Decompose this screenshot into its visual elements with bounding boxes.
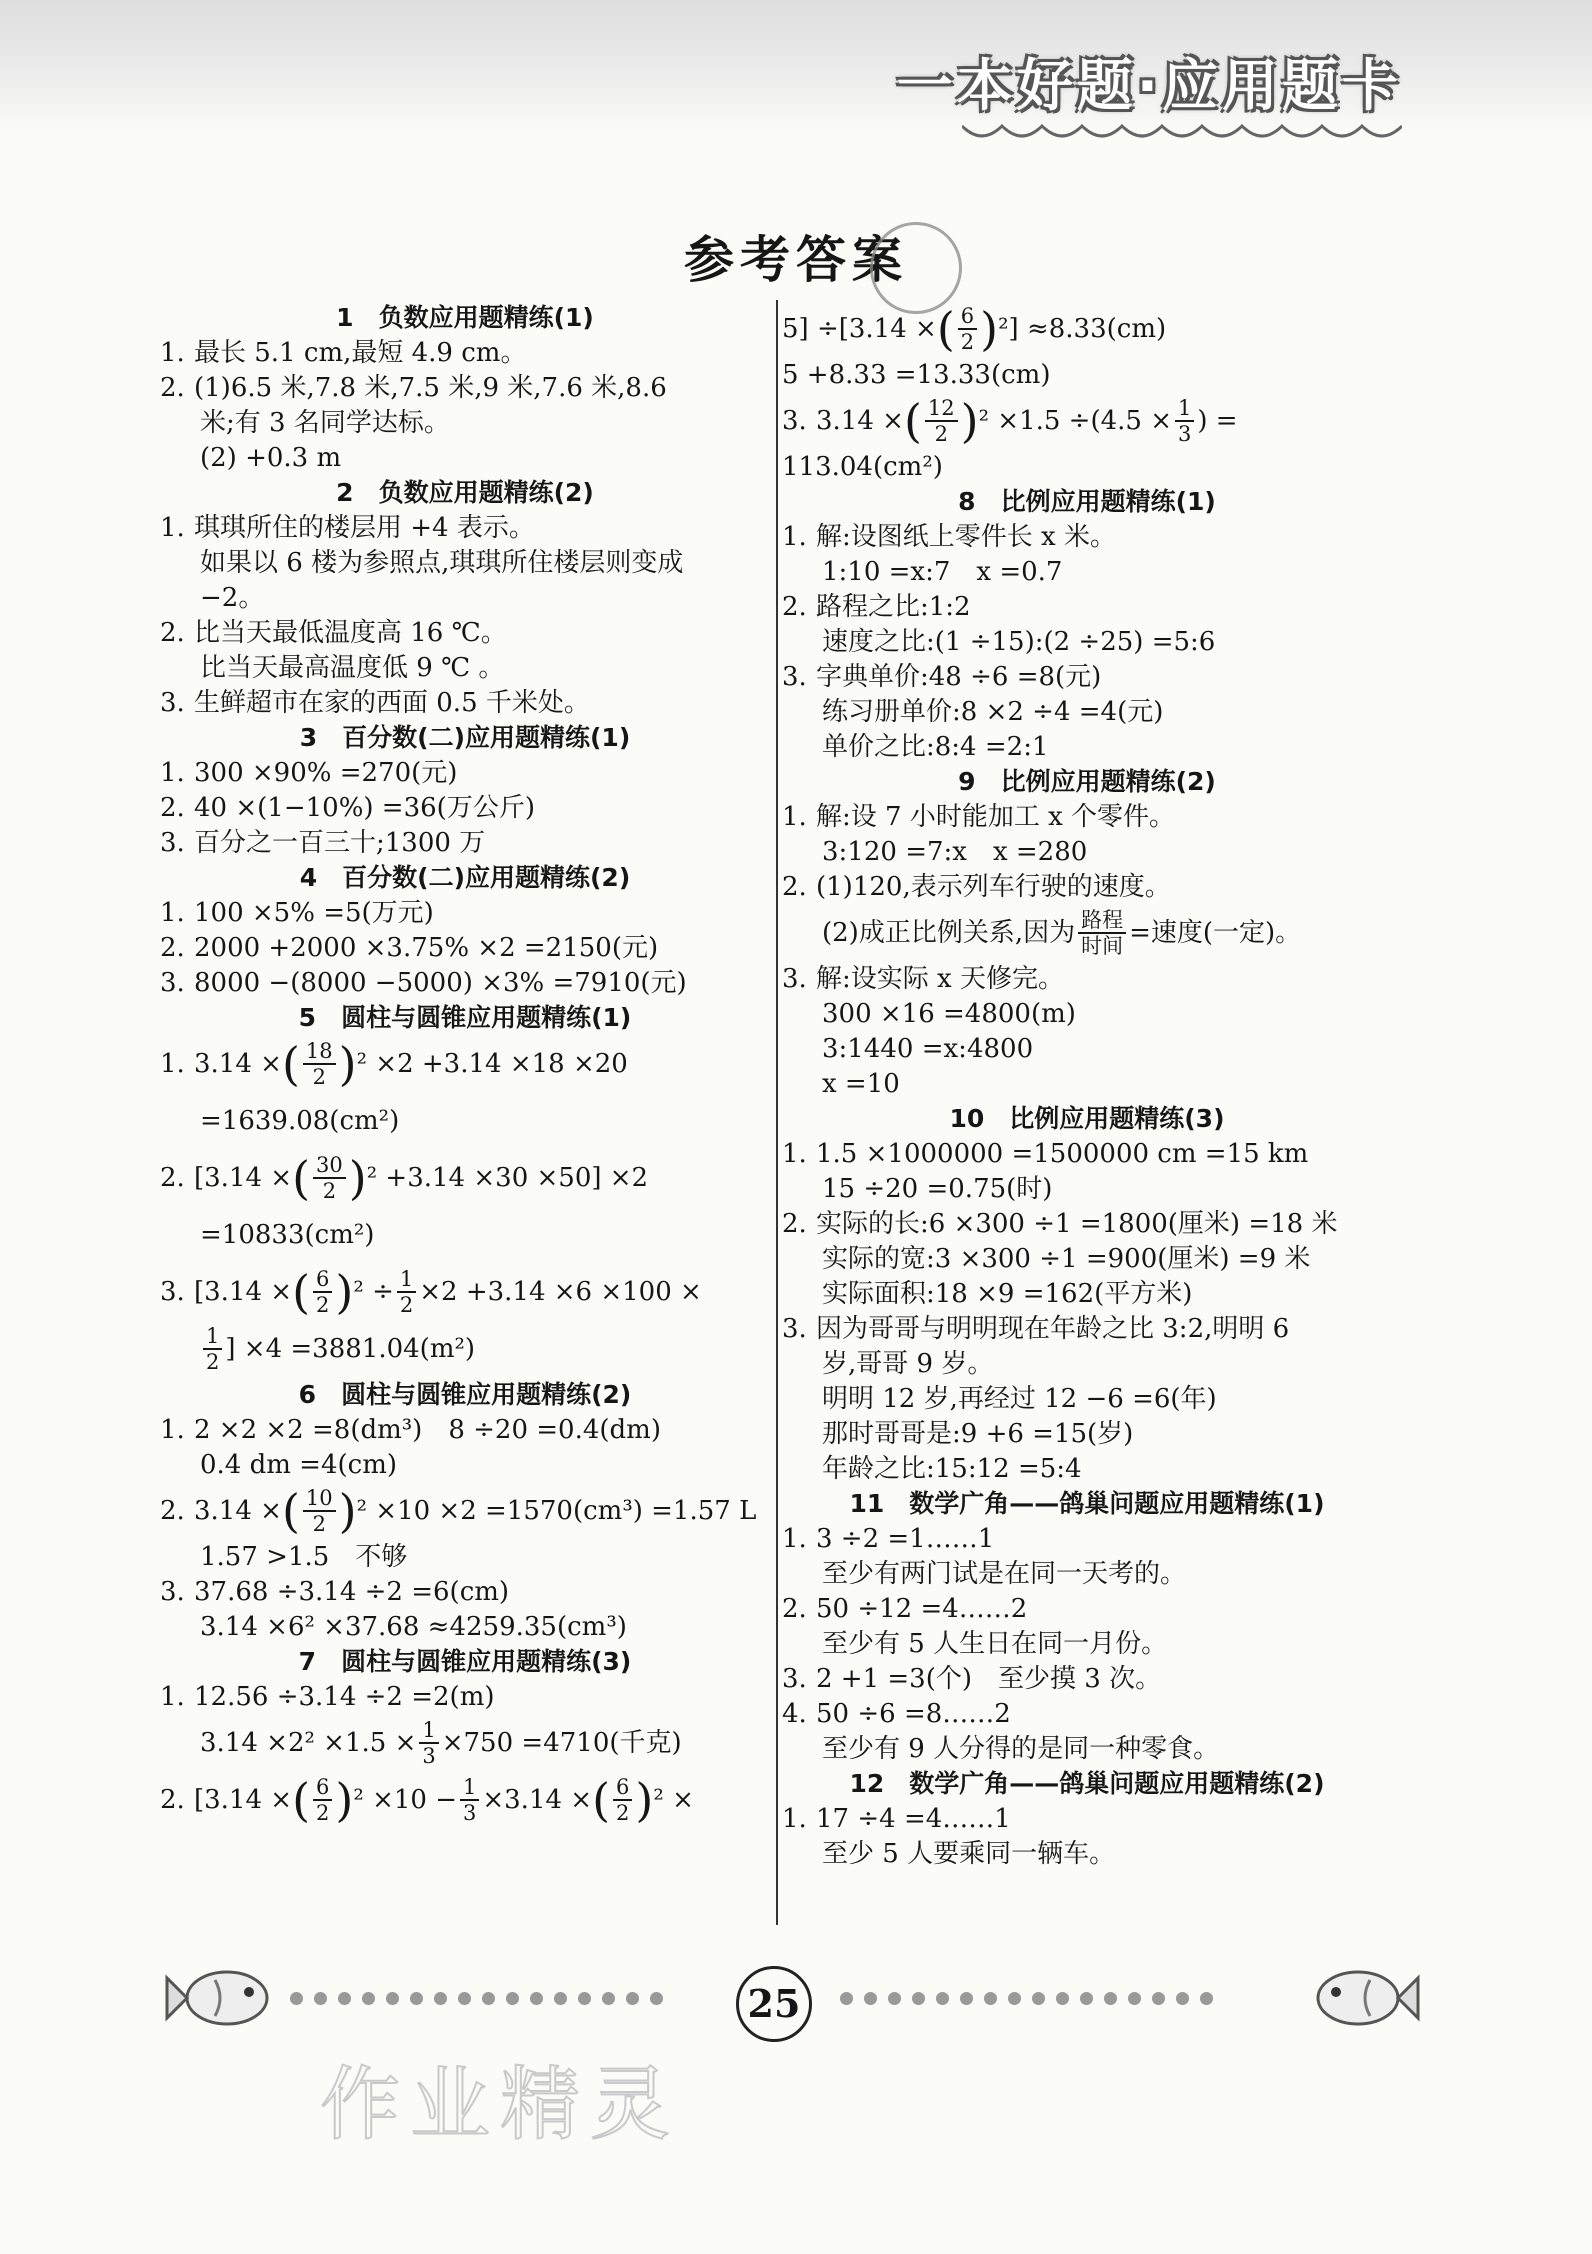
- numerator: 1: [460, 1775, 479, 1801]
- answer-text: ² ×1.5 ÷(4.5 ×: [978, 406, 1173, 436]
- denominator: 2: [316, 1801, 330, 1825]
- answer-line: [160, 1540, 770, 1574]
- answer-text: 3.14 ×: [194, 1496, 282, 1526]
- answer-text: ²] ≈8.33(cm): [998, 314, 1167, 344]
- answer-text: 3.14 ×: [194, 1049, 282, 1079]
- answer-text: ] ×4 =3881.04(m²): [225, 1334, 476, 1364]
- paren-left: (: [292, 1773, 311, 1827]
- answer-line: [782, 1592, 1392, 1626]
- answer-text: ² ×: [653, 1785, 694, 1815]
- numerator: 1: [203, 1324, 222, 1350]
- numerator: 1: [1175, 396, 1194, 422]
- answer-line: [782, 1207, 1392, 1241]
- footer-dots-left: [290, 1990, 674, 2004]
- answer-text: 米;有 3 名同学达标。: [200, 408, 450, 438]
- answer-text: (2)成正比例关系,因为: [822, 918, 1076, 948]
- parenthesized-fraction: [904, 396, 979, 446]
- answer-line: [160, 581, 770, 615]
- answer-text: 3.14 ×2² ×1.5 ×: [200, 1728, 417, 1758]
- paren-right: ): [335, 1265, 354, 1319]
- item-number: 2.: [160, 933, 185, 963]
- answer-line: [782, 1417, 1392, 1451]
- answer-line: [782, 1802, 1392, 1836]
- answer-line: [782, 1697, 1392, 1731]
- item-number: 1.: [160, 758, 185, 788]
- answer-text: 明明 12 岁,再经过 12 −6 =6(年): [822, 1384, 1217, 1414]
- denominator: 时间: [1081, 934, 1124, 958]
- paren-right: ): [980, 302, 999, 356]
- answer-text: 路程之比:1:2: [816, 592, 971, 622]
- denominator: 2: [312, 1065, 326, 1089]
- answer-text: 因为哥哥与明明现在年龄之比 3:2,明明 6: [816, 1314, 1290, 1344]
- answer-text: 12.56 ÷3.14 ÷2 =2(m): [194, 1682, 495, 1712]
- answer-text: 至少 5 人要乘同一辆车。: [822, 1839, 1116, 1869]
- paren-right: ): [338, 1037, 357, 1091]
- denominator: 3: [462, 1801, 477, 1825]
- answer-line: [160, 1610, 770, 1644]
- answer-line: [782, 1277, 1392, 1311]
- paren-right: ): [338, 1484, 357, 1538]
- answer-text: (1)120,表示列车行驶的速度。: [816, 872, 1171, 902]
- answer-line: [782, 1662, 1392, 1696]
- answer-text: 最长 5.1 cm,最短 4.9 cm。: [194, 338, 527, 368]
- answer-text: 300 ×90% =270(元): [194, 758, 458, 788]
- answer-text: 至少有 5 人生日在同一月份。: [822, 1629, 1168, 1659]
- fraction: [313, 1775, 332, 1825]
- footer-dots-right: [840, 1990, 1224, 2004]
- fraction: [1078, 908, 1126, 958]
- answer-line: [160, 616, 770, 650]
- denominator: 2: [322, 1179, 337, 1203]
- answer-text: (2) +0.3 m: [200, 443, 342, 473]
- answer-line: [782, 660, 1392, 694]
- item-number: 4.: [782, 1699, 807, 1729]
- denominator: 2: [206, 1350, 220, 1374]
- item-number: 1.: [782, 1524, 807, 1554]
- answer-line: [782, 1172, 1392, 1206]
- header-title: 一本好题·应用题卡: [896, 54, 1402, 119]
- answer-line: [782, 1627, 1392, 1661]
- answer-line: [782, 1347, 1392, 1381]
- item-number: 2.: [782, 1594, 807, 1624]
- paren-right: ): [335, 1773, 354, 1827]
- answer-line: [160, 966, 770, 1000]
- item-number: 2.: [160, 373, 185, 403]
- answer-line: [782, 1522, 1392, 1556]
- answer-text: 3 ÷2 =1……1: [816, 1524, 995, 1554]
- answer-text: ) =: [1197, 406, 1238, 436]
- answer-text: 练习册单价:8 ×2 ÷4 =4(元): [822, 697, 1164, 727]
- answer-text: =速度(一定)。: [1129, 918, 1302, 948]
- answer-text: ² ×10 −: [353, 1785, 457, 1815]
- answer-line: [782, 1732, 1392, 1766]
- fraction: [460, 1775, 479, 1825]
- item-number: 2.: [160, 1496, 185, 1526]
- answer-line: [782, 625, 1392, 659]
- paren-left: (: [292, 1265, 311, 1319]
- fraction: [303, 1039, 336, 1089]
- answer-text: 3.14 ×: [816, 406, 904, 436]
- answer-line: [782, 1557, 1392, 1591]
- answer-text: [3.14 ×: [194, 1163, 293, 1193]
- section-heading: 11 数学广角——鸽巢问题应用题精练(1): [849, 1489, 1325, 1518]
- answer-text: 实际的宽:3 ×300 ÷1 =900(厘米) =9 米: [822, 1244, 1311, 1274]
- parenthesized-fraction: [282, 1486, 357, 1536]
- item-number: 3.: [782, 964, 807, 994]
- answer-line: [782, 800, 1392, 834]
- answer-text: 年龄之比:15:12 =5:4: [822, 1454, 1082, 1484]
- page-number: 25: [736, 1966, 812, 2042]
- answer-text: =1639.08(cm²): [200, 1106, 400, 1136]
- answer-line: [160, 1448, 770, 1482]
- fraction: [613, 1775, 632, 1825]
- answer-text: x =10: [822, 1069, 900, 1099]
- section-heading: 5 圆柱与圆锥应用题精练(1): [298, 1003, 632, 1032]
- denominator: 3: [422, 1744, 436, 1768]
- section-heading: 2 负数应用题精练(2): [336, 478, 594, 507]
- denominator: 2: [616, 1801, 630, 1825]
- answer-text: 解:设图纸上零件长 x 米。: [816, 522, 1116, 552]
- fish-decoration-left-icon: [165, 1960, 285, 2036]
- answer-text: 5] ÷[3.14 ×: [782, 314, 937, 344]
- paren-left: (: [281, 1484, 300, 1538]
- answer-line: [782, 1242, 1392, 1276]
- denominator: 2: [960, 330, 975, 354]
- answer-text: ² ×10 ×2 =1570(cm³) =1.57 L: [356, 1496, 757, 1526]
- answer-text: 比当天最高温度低 9 ℃ 。: [200, 653, 505, 683]
- paren-right: ): [348, 1151, 367, 1205]
- answer-text: 50 ÷6 =8……2: [816, 1699, 1011, 1729]
- answer-text: 至少有两门试是在同一天考的。: [822, 1559, 1187, 1589]
- answer-line: [160, 756, 770, 790]
- paren-left: (: [903, 394, 922, 448]
- answer-line: [782, 393, 1392, 449]
- answer-text: ×3.14 ×: [482, 1785, 593, 1815]
- item-number: 1.: [782, 802, 807, 832]
- answer-text: 如果以 6 楼为参照点,琪琪所住楼层则变成: [200, 548, 684, 578]
- answer-line: [160, 1575, 770, 1609]
- answer-line: [782, 1067, 1392, 1101]
- answer-line: [782, 730, 1392, 764]
- answer-text: ×750 =4710(千克): [441, 1728, 682, 1758]
- answer-line: [160, 1715, 770, 1771]
- answer-text: ² +3.14 ×30 ×50] ×2: [366, 1163, 649, 1193]
- answer-text: 3:1440 =x:4800: [822, 1034, 1034, 1064]
- item-number: 2.: [160, 1785, 185, 1815]
- item-number: 1.: [160, 338, 185, 368]
- answer-line: [782, 1382, 1392, 1416]
- denominator: 2: [316, 1293, 330, 1317]
- answer-line: [782, 1032, 1392, 1066]
- fraction: [1175, 396, 1194, 446]
- numerator: 路程: [1078, 908, 1126, 934]
- answer-line: [160, 896, 770, 930]
- answer-text: 3.14 ×6² ×37.68 ≈4259.35(cm³): [200, 1612, 627, 1642]
- answer-text: 至少有 9 人分得的是同一种零食。: [822, 1734, 1220, 1764]
- fraction: [203, 1324, 222, 1374]
- section-heading: 8 比例应用题精练(1): [958, 487, 1216, 516]
- answer-text: 2 +1 =3(个) 至少摸 3 次。: [816, 1664, 1162, 1694]
- fraction: [925, 396, 958, 446]
- denominator: 2: [399, 1293, 414, 1317]
- answer-line: [782, 1312, 1392, 1346]
- answer-line: [160, 1413, 770, 1447]
- denominator: 2: [312, 1512, 326, 1536]
- answer-text: 37.68 ÷3.14 ÷2 =6(cm): [194, 1577, 510, 1607]
- header-wave-decoration: [962, 118, 1402, 148]
- item-number: 3.: [782, 1314, 807, 1344]
- fish-decoration-right-icon: [1300, 1960, 1420, 2036]
- numerator: 6: [313, 1267, 332, 1293]
- denominator: 2: [934, 422, 948, 446]
- fraction: [313, 1153, 346, 1203]
- answer-line: [160, 826, 770, 860]
- answer-line: [160, 406, 770, 440]
- answer-text: ×2 +3.14 ×6 ×100 ×: [419, 1277, 702, 1307]
- answer-text: 0.4 dm =4(cm): [200, 1450, 398, 1480]
- column-divider: [776, 300, 778, 1925]
- answer-line: [160, 1680, 770, 1714]
- answer-line: [782, 555, 1392, 589]
- answer-line: [782, 301, 1392, 357]
- answer-line: [160, 1093, 770, 1149]
- item-number: 1.: [160, 1049, 185, 1079]
- answer-text: 解:设实际 x 天修完。: [816, 964, 1064, 994]
- answer-line: [782, 870, 1392, 904]
- fraction: [303, 1486, 336, 1536]
- item-number: 3.: [160, 1577, 185, 1607]
- answer-text: 单价之比:8:4 =2:1: [822, 732, 1049, 762]
- page-title: 参考答案: [684, 231, 908, 289]
- paren-left: (: [281, 1037, 300, 1091]
- answer-text: 2000 +2000 ×3.75% ×2 =2150(元): [194, 933, 659, 963]
- answer-text: 速度之比:(1 ÷15):(2 ÷25) =5:6: [822, 627, 1216, 657]
- section-heading: 10 比例应用题精练(3): [949, 1104, 1225, 1133]
- answer-text: 15 ÷20 =0.75(时): [822, 1174, 1053, 1204]
- item-number: 3.: [160, 968, 185, 998]
- answer-text: 比当天最低温度高 16 ℃。: [194, 618, 507, 648]
- item-number: 1.: [782, 1139, 807, 1169]
- fraction: [419, 1718, 438, 1768]
- answer-text: [3.14 ×: [194, 1785, 293, 1815]
- parenthesized-fraction: [292, 1153, 367, 1203]
- answer-text: 40 ×(1−10%) =36(万公斤): [194, 793, 535, 823]
- numerator: 1: [397, 1267, 416, 1293]
- answer-text: −2。: [200, 583, 265, 613]
- answer-text: 琪琪所住的楼层用 +4 表示。: [194, 513, 535, 543]
- item-number: 1.: [782, 522, 807, 552]
- answer-line: [160, 1036, 770, 1092]
- numerator: 12: [925, 396, 958, 422]
- answer-line: [782, 695, 1392, 729]
- numerator: 1: [419, 1718, 438, 1744]
- item-number: 1.: [782, 1804, 807, 1834]
- answer-line: [782, 358, 1392, 392]
- answer-text: [3.14 ×: [194, 1277, 293, 1307]
- answer-text: 1:10 =x:7 x =0.7: [822, 557, 1063, 587]
- answer-line: [782, 450, 1392, 484]
- paren-left: (: [936, 302, 955, 356]
- item-number: 1.: [160, 1682, 185, 1712]
- answer-line: [160, 651, 770, 685]
- section-heading: 4 百分数(二)应用题精练(2): [299, 863, 631, 892]
- answer-text: ² ×2 +3.14 ×18 ×20: [356, 1049, 628, 1079]
- answer-line: [782, 520, 1392, 554]
- answer-line: [160, 546, 770, 580]
- answer-text: 113.04(cm²): [782, 452, 943, 482]
- answer-text: 8000 −(8000 −5000) ×3% =7910(元): [194, 968, 687, 998]
- item-number: 1.: [160, 513, 185, 543]
- answer-text: 3:120 =7:x x =280: [822, 837, 1088, 867]
- answer-text: 2 ×2 ×2 =8(dm³) 8 ÷20 =0.4(dm): [194, 1415, 661, 1445]
- section-heading: 9 比例应用题精练(2): [958, 767, 1216, 796]
- answer-text: 生鲜超市在家的西面 0.5 千米处。: [194, 688, 590, 718]
- section-heading: 1 负数应用题精练(1): [336, 303, 594, 332]
- answer-line: [782, 835, 1392, 869]
- answer-line: [782, 1837, 1392, 1871]
- numerator: 18: [303, 1039, 336, 1065]
- section-heading: 6 圆柱与圆锥应用题精练(2): [298, 1380, 632, 1409]
- answer-text: 字典单价:48 ÷6 =8(元): [816, 662, 1102, 692]
- parenthesized-fraction: [292, 1775, 353, 1825]
- numerator: 6: [613, 1775, 632, 1801]
- answer-text: 解:设 7 小时能加工 x 个零件。: [816, 802, 1176, 832]
- answers-right-column: [782, 300, 1392, 1872]
- answer-line: [782, 905, 1392, 961]
- answer-line: [782, 1137, 1392, 1171]
- answer-line: [160, 931, 770, 965]
- paren-left: (: [292, 1151, 311, 1205]
- parenthesized-fraction: [292, 1267, 353, 1317]
- item-number: 2.: [782, 592, 807, 622]
- numerator: 6: [313, 1775, 332, 1801]
- answer-line: [160, 441, 770, 475]
- paren-right: ): [960, 394, 979, 448]
- paren-left: (: [592, 1773, 611, 1827]
- item-number: 2.: [160, 793, 185, 823]
- answer-line: [782, 590, 1392, 624]
- answer-text: 300 ×16 =4800(m): [822, 999, 1076, 1029]
- denominator: 3: [1178, 422, 1192, 446]
- section-heading: 7 圆柱与圆锥应用题精练(3): [298, 1647, 632, 1676]
- answers-left-column: [160, 300, 770, 1829]
- item-number: 3.: [160, 688, 185, 718]
- item-number: 2.: [160, 618, 185, 648]
- answer-line: [160, 336, 770, 370]
- answer-line: [782, 1452, 1392, 1486]
- item-number: 1.: [160, 898, 185, 928]
- answer-text: ² ÷: [353, 1277, 394, 1307]
- item-number: 2.: [782, 872, 807, 902]
- item-number: 2.: [782, 1209, 807, 1239]
- answer-text: 那时哥哥是:9 +6 =15(岁): [822, 1419, 1134, 1449]
- answer-text: 17 ÷4 =4……1: [816, 1804, 1011, 1834]
- item-number: 1.: [160, 1415, 185, 1445]
- answer-line: [160, 686, 770, 720]
- item-number: 3.: [160, 828, 185, 858]
- answer-text: 1.57 >1.5 不够: [200, 1542, 408, 1572]
- fraction: [958, 304, 977, 354]
- item-number: 3.: [782, 662, 807, 692]
- item-number: 3.: [782, 1664, 807, 1694]
- answer-text: 岁,哥哥 9 岁。: [822, 1349, 994, 1379]
- answer-line: [160, 1264, 770, 1320]
- answer-line: [160, 791, 770, 825]
- fraction: [397, 1267, 416, 1317]
- watermark-text: 作业精灵: [320, 2058, 680, 2151]
- section-heading: 12 数学广角——鸽巢问题应用题精练(2): [849, 1769, 1325, 1798]
- answer-line: [160, 1483, 770, 1539]
- fraction: [313, 1267, 332, 1317]
- item-number: 2.: [160, 1163, 185, 1193]
- answer-line: [160, 1321, 770, 1377]
- answer-line: [160, 1150, 770, 1206]
- paren-right: ): [635, 1773, 654, 1827]
- numerator: 30: [313, 1153, 346, 1179]
- answer-line: [782, 962, 1392, 996]
- parenthesized-fraction: [592, 1775, 653, 1825]
- answer-text: 1.5 ×1000000 =1500000 cm =15 km: [816, 1139, 1309, 1169]
- numerator: 6: [958, 304, 977, 330]
- parenthesized-fraction: [937, 304, 998, 354]
- item-number: 3.: [160, 1277, 185, 1307]
- answer-text: 50 ÷12 =4……2: [816, 1594, 1028, 1624]
- answer-line: [160, 511, 770, 545]
- answer-line: [782, 997, 1392, 1031]
- answer-text: 100 ×5% =5(万元): [194, 898, 434, 928]
- answer-line: [160, 1772, 770, 1828]
- item-number: 3.: [782, 406, 807, 436]
- answer-text: 百分之一百三十;1300 万: [194, 828, 486, 858]
- numerator: 10: [303, 1486, 336, 1512]
- answer-line: [160, 1207, 770, 1263]
- answer-line: [160, 371, 770, 405]
- answer-text: 实际面积:18 ×9 =162(平方米): [822, 1279, 1193, 1309]
- section-heading: 3 百分数(二)应用题精练(1): [299, 723, 631, 752]
- answer-text: 实际的长:6 ×300 ÷1 =1800(厘米) =18 米: [816, 1209, 1338, 1239]
- answer-text: 5 +8.33 =13.33(cm): [782, 360, 1051, 390]
- answer-text: (1)6.5 米,7.8 米,7.5 米,9 米,7.6 米,8.6: [194, 373, 667, 403]
- answer-text: =10833(cm²): [200, 1220, 375, 1250]
- parenthesized-fraction: [282, 1039, 357, 1089]
